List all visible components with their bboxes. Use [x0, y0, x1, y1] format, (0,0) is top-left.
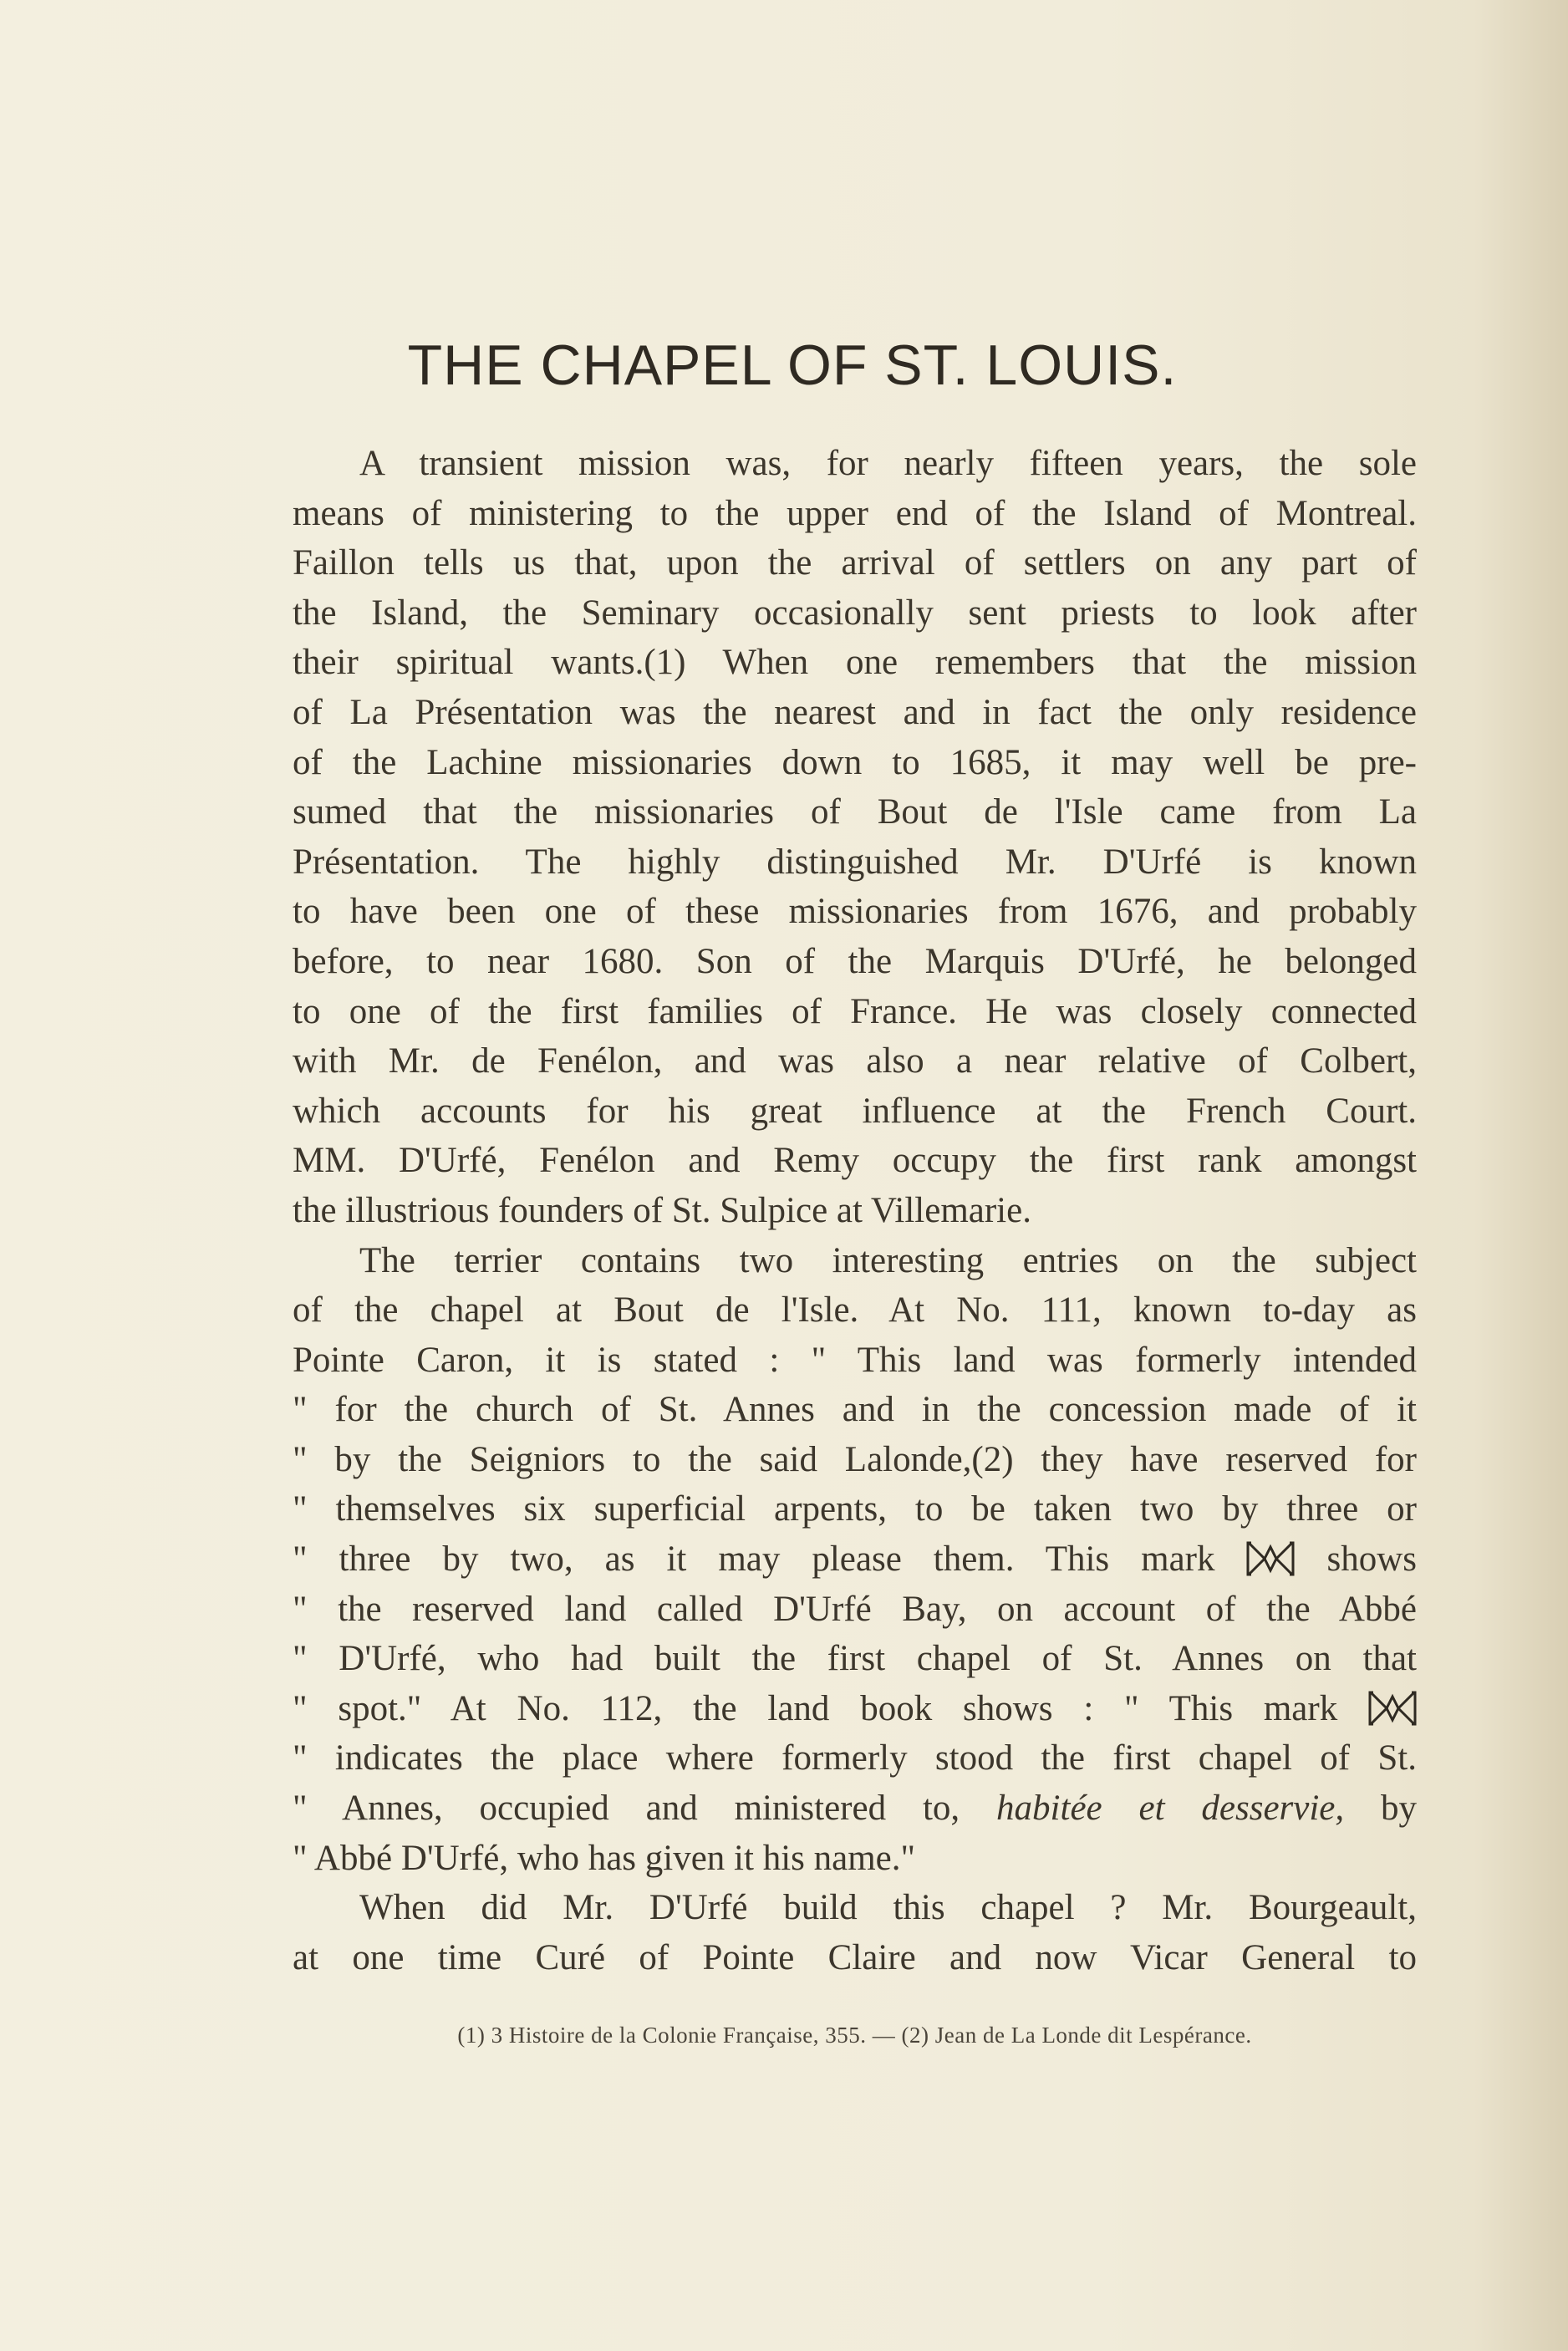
footnotes: (1) 3 Histoire de la Colonie Française, 355. — (2) Jean de La Londe dit Lespérance. [457, 2023, 1252, 2048]
text-segment: shows [1326, 1539, 1417, 1580]
text-line: to one of the first families of France. He was closely connected [293, 991, 1417, 1031]
text-line: of La Présentation was the nearest and in fact the only residence [293, 692, 1417, 732]
text-line-with-mark [293, 1684, 1417, 1734]
text-line: before, to near 1680. Son of the Marquis D'Urfé, he belonged [293, 941, 1417, 981]
text-line: means of ministering to the upper end of the Island of Montreal. [293, 493, 1417, 533]
boxed-x-mark-icon [1246, 1540, 1295, 1577]
text-line: MM. D'Urfé, Fenélon and Remy occupy the first rank amongst [293, 1141, 1417, 1181]
text-line: Pointe Caron, it is stated : " This land was formerly intended [293, 1340, 1417, 1380]
boxed-x-mark-icon [1368, 1690, 1417, 1727]
text-line: The terrier contains two interesting entries on the subject [359, 1240, 1417, 1280]
text-segment: " three by two, as it may please them. This mark [293, 1539, 1215, 1580]
text-line: sumed that the missionaries of Bout de l'Isle came from La [293, 792, 1417, 832]
text-line-with-italic [293, 1784, 1417, 1834]
text-line: Présentation. The highly distinguished Mr. D'Urfé is known [293, 842, 1417, 882]
text-line: of the chapel at Bout de l'Isle. At No. 111, known to-day as [293, 1290, 1417, 1331]
text-segment: " spot." At No. 112, the land book shows : " This mark [293, 1688, 1338, 1728]
text-segment: " Annes, occupied and ministered to, [293, 1789, 960, 1829]
text-line: " by the Seigniors to the said Lalonde,(2) they have reserved for [293, 1439, 1417, 1479]
text-segment: by [1381, 1789, 1418, 1829]
italic-phrase: habitée et desservie, [996, 1789, 1345, 1829]
text-line: " Abbé D'Urfé, who has given it his name." [293, 1838, 916, 1878]
text-line: " indicates the place where formerly stood the first chapel of St. [293, 1738, 1417, 1779]
text-line: A transient mission was, for nearly fifteen years, the sole [359, 444, 1417, 483]
text-line: When did Mr. D'Urfé build this chapel ? Mr. Bourgeault, [359, 1888, 1417, 1928]
text-line: the Island, the Seminary occasionally sent priests to look after [293, 593, 1417, 633]
text-line: " for the church of St. Annes and in the concession made of it [293, 1390, 1417, 1430]
text-line: the illustrious founders of St. Sulpice at Villemarie. [293, 1190, 1031, 1230]
text-line: which accounts for his great influence at the French Court. [293, 1091, 1417, 1131]
text-line: to have been one of these missionaries from 1676, and probably [293, 892, 1417, 932]
text-line: of the Lachine missionaries down to 1685, it may well be pre- [293, 742, 1417, 782]
text-line-with-mark [293, 1534, 1417, 1585]
page-title: THE CHAPEL OF ST. LOUIS. [407, 333, 1178, 397]
text-line: " themselves six superficial arpents, to be taken two by three or [293, 1489, 1417, 1529]
text-line: their spiritual wants.(1) When one remembers that the mission [293, 643, 1417, 683]
text-line: with Mr. de Fenélon, and was also a near relative of Colbert, [293, 1041, 1417, 1081]
text-line: at one time Curé of Pointe Claire and now Vicar General to [293, 1937, 1417, 1977]
body-text [293, 439, 1417, 1982]
text-line: Faillon tells us that, upon the arrival of settlers on any part of [293, 543, 1417, 583]
text-line: " D'Urfé, who had built the first chapel of St. Annes on that [293, 1639, 1417, 1679]
text-line: " the reserved land called D'Urfé Bay, on account of the Abbé [293, 1589, 1417, 1629]
